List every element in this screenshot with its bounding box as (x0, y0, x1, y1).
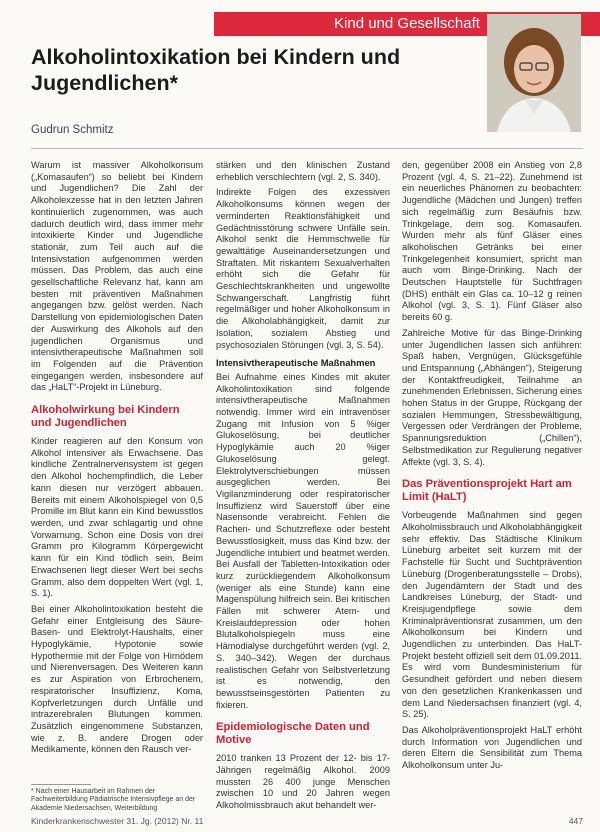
author-name: Gudrun Schmitz (31, 124, 114, 136)
header-divider (31, 148, 583, 149)
journal-reference: Kinderkrankenschwester 31. Jg. (2012) Nr. 11 (31, 816, 204, 826)
page-footer (31, 816, 583, 826)
page-number: 447 (568, 816, 583, 826)
subheading-intensiv: Intensivtherapeutische Maßnahmen (216, 357, 376, 369)
column-3 (402, 160, 582, 776)
heading-halt: Das Präventionsprojekt Hart am Limit (HaLT) (402, 478, 572, 504)
paragraph: den, gegenüber 2008 ein Anstieg von 2,8 Prozent (vgl. 4, S. 21–22). Zunehmend ist ein neuerliches Phänomen zu beobachten: Jugendliche (Mädchen und Jungen) treffen sich regelmäßig zum Besäufnis bzw. Trinkgelage, dem sog. Komasaufen. Wurden mehr als fünf Gläser eines alkoholischen Getränks bei einer Trinkgelegenheit konsumiert, spricht man auch vom Binge-Drinking. Nach der Deutschen Hauptstelle für Suchtfragen (DHS) enthält ein Glas ca. 10–12 g reinen Alkohol (vgl. 3, S. 1). Fünf Gläser also bereits 60 g. (402, 160, 582, 323)
paragraph: stärken und den klinischen Zustand erheblich verschlechtern (vgl. 2, S. 340). (216, 160, 390, 182)
footnote: * Nach einer Hausarbeit im Rahmen der Fachweiterbildung Pädiatrische Intensivpflege an der Akademie Niedersachsen, Weiterbildung (31, 788, 196, 812)
section-label: Kind und Gesellschaft (334, 15, 480, 32)
paragraph: Kinder reagieren auf den Konsum von Alkohol intensiver als Erwachsene. Das kindliche Zentralnervensystem ist gegen den Alkohol hochempfindlich, die Leber kann diesen nur verzögert abbauen. Bereits mit einem Alkoholspiegel von 0,5 Promille im Blut kann ein Kind bewusstlos werden, und zwar schlagartig und ohne Vorwarnung. Schon eine Dosis von drei Gramm pro Kilogramm Körpergewicht kann für ein Kind tödlich sein. Beim Erwachsenen liegt dieser Wert bei sechs Gramm, also dem doppelten Wert (vgl. 1, S. 1). (31, 436, 203, 599)
paragraph: Indirekte Folgen des exzessiven Alkoholkonsums können wegen der verminderten Reaktionsfähigkeit und Gedächtnisstörung schwere Unfälle sein. Alkohol senkt die Hemmschwelle für gewalttätige Auseinandersetzungen und Straftaten. Mit riskantem Sexualverhalten erhöht sich die Gefahr für Geschlechtskrankheiten und ungewollte Schwangerschaft. Langfristig führt regelmäßiger und hoher Alkoholkonsum in die Alkoholabhängigkeit, damit zur Isolation, sozialem Abstieg und psychosozialen Störungen (vgl. 3, S. 54). (216, 187, 390, 350)
paragraph: Bei einer Alkoholintoxikation besteht die Gefahr einer Entgleisung des Säure-Basen- und Elektrolyt-Haushalts, einer Hypoglykämie, Hypotonie sowie Hypothermie mit der Folge von Hirnödem und Nierenversagen. Des Weiteren kann es zur Aspiration von Erbrochenem, respiratorischer Insuffizienz, Koma, Kopfverletzungen durch Unfälle und intrazerebralen Blutungen kommen. Zusätzlich eingenommene Substanzen, wie z. B. andere Drogen oder Medikamente, können den Rausch ver- (31, 603, 203, 755)
column-2 (216, 160, 390, 816)
article-title: Alkoholintoxikation bei Kindern und Jugendlichen* (31, 45, 401, 95)
paragraph: Das Alkoholpräventionsprojekt HaLT erhöht durch Information von Jugendlichen und deren Eltern die Sensibilität zum Thema Alkoholkonsum unter Ju- (402, 724, 582, 771)
footnote-divider (31, 784, 91, 785)
heading-epidemiologie: Epidemiologische Daten und Motive (216, 721, 370, 747)
heading-alkoholwirkung: Alkoholwirkung bei Kindern und Jugendlichen (31, 404, 180, 430)
column-1 (31, 160, 203, 760)
paragraph: 2010 tranken 13 Prozent der 12- bis 17-Jährigen regelmäßig Alkohol. 2009 mussten 26 400 junge Menschen zwischen 10 und 20 Jahren wegen Alkoholmissbrauch akut behandelt wer- (216, 753, 390, 811)
paragraph: Bei Aufnahme eines Kindes mit akuter Alkoholintoxikation sind folgende intensivtherapeutische Maßnahmen notwendig. Immer wird ein intravenöser Zugang mit Infusion von 5 %iger Glukoselösung, bei deutlicher Hypoglykämie auch 20 %iger Glukoselösung gelegt. Elektrolytverschiebungen müssen ausgeglichen werden. Bei Vigilanzminderung oder respiratorischer Insuffizienz wird Sauerstoff über eine Nasensonde verabreicht. Fehlen die Rachen- und Schutzreflexe oder besteht Bewusstlosigkeit, muss das Kind bzw. der Jugendliche intubiert und beatmet werden. Bei Ausfall der Tabletten-Intoxikation oder kurz zurückliegendem Alkoholkonsum (weniger als eine Stunde) kann eine Magenspülung hilfreich sein. Bei kritischen Fällen mit schwerer Atem- und Kreislaufdepression oder hohen Blutalkoholspiegeln muss eine Hämodialyse durchgeführt werden (vgl. 2, S. 340–342). Wegen der durchaus realistischen Gefahr von Selbstverletzung ist es notwendig, den bewusstseinsgestörten Patienten zu fixieren. (216, 371, 390, 710)
paragraph: Vorbeugende Maßnahmen sind gegen Alkoholmissbrauch und Alkoholabhängigkeit sehr effektiv. Das Städtische Klinikum Lüneburg arbeitet seit kurzem mit der Fachstelle für Sucht und Suchtprävention Lüneburg (Drogenberatungsstelle – Drobs), den Jugendämtern der Stadt und des Landkreises Lüneburg, der Stadt- und Kreisjugendpflege sowie dem Kriminalpräventionsrat zusammen, um den Alkoholkonsum bei Kindern und Jugendlichen zu unterbinden. Das HaLT-Projekt besteht offiziell seit dem 01.09.2011. Es wird vom Bundesministerium für Gesundheit gefördert und neben diesem von den gesetzlichen Krankenkassen und dem Land Niedersachsen finanziert (vgl. 4, S. 25). (402, 510, 582, 720)
intro-paragraph: Warum ist massiver Alkoholkonsum („Komasaufen“) so beliebt bei Kindern und Jugendlichen? Die Zahl der Alkoholexzesse hat in den letzten Jahren kontinuierlich zugenommen, was auch dadurch deutlich wird, dass immer mehr intoxikierte Kinder und Jugendliche stationär, zum Teil auch auf die Intensivstation aufgenommen werden müssen. Das Problem, das auch eine gesellschaftliche Relevanz hat, kann am besten mit präventiven Maßnahmen angegangen bzw. gelöst werden. Nach Darstellung von epidemiologischen Daten der Auswirkung des Alkohols auf den jugendlichen Organismus und intensivtherapeutische Maßnahmen soll im Folgenden auf die Prävention eingegangen werden, insbesondere auf das „HaLT“-Projekt in Lüneburg. (31, 160, 203, 393)
paragraph: Zahlreiche Motive für das Binge-Drinking unter Jugendlichen lassen sich anführen: Spaß haben, Vergnügen, Glücksgefühle und Entspannung („Abhängen“), Steigerung der Kontaktfreudigkeit, Teilnahme an zunehmenden Erlebnissen, Sicherung eines hohen Status in der Gruppe, Rückgang der sozialen Hemmungen, Stressbewältigung, Vergessen oder Verdrängen der Probleme, Spannungsreduktion („Chillen“), Selbstmedikation zur Regulierung negativer Affekte (vgl. 3, S. 4). (402, 327, 582, 467)
author-photo (487, 14, 581, 132)
